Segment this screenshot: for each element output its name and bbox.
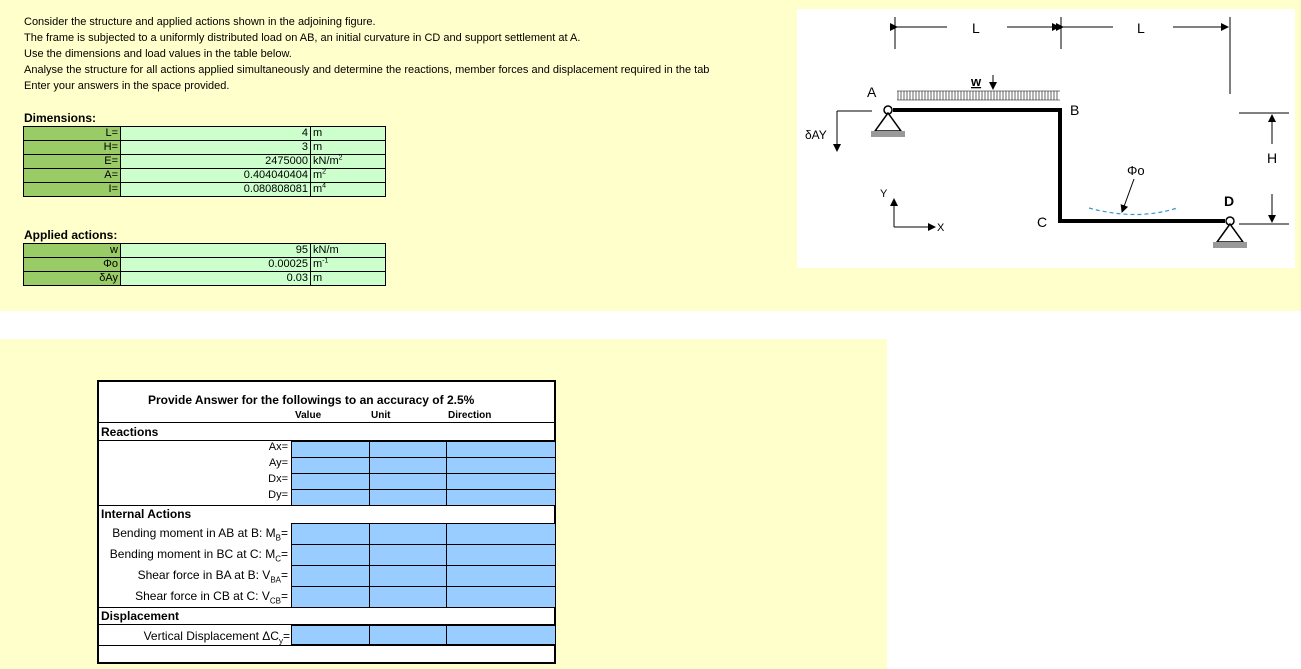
reactions-title: Reactions: [101, 425, 159, 439]
unit-sup: 2: [338, 154, 343, 162]
unit-text: m: [313, 169, 323, 181]
reaction-label: Dy=: [268, 489, 288, 501]
initial-curvature: [1089, 208, 1177, 215]
displacement-text: Vertical Displacement ΔC: [143, 629, 279, 643]
reaction-direction-input[interactable]: [446, 489, 556, 506]
internal-title: Internal Actions: [101, 507, 192, 521]
internal-direction-input[interactable]: [446, 544, 556, 566]
reaction-label: Ax=: [268, 441, 288, 453]
dim-value[interactable]: 2475000: [121, 155, 311, 169]
action-label: Φo: [24, 258, 121, 272]
dim-label: L=: [24, 127, 121, 141]
internal-unit-input[interactable]: [369, 523, 447, 545]
table-row: [24, 127, 386, 141]
internal-text: Bending moment in BC at C: M: [109, 547, 276, 561]
intro-line: Analyse the structure for all actions applied simultaneously and determine the reactions, member forces and displacement required in the tab: [24, 64, 710, 76]
label-c: C: [1037, 214, 1048, 230]
internal-sub: B: [275, 533, 281, 543]
divider: [97, 645, 556, 646]
displacement-unit-input[interactable]: [369, 625, 447, 645]
unit-sup: 2: [322, 168, 327, 176]
internal-label: Shear force in CB at C: $V_{CB}=$: [135, 589, 288, 606]
reaction-label: Ay=: [268, 457, 288, 469]
reaction-unit-input[interactable]: [369, 441, 447, 458]
label-l1: L: [972, 20, 980, 36]
internal-unit-input[interactable]: [369, 586, 447, 608]
label-delta-ay: δAY: [805, 128, 827, 142]
col-value-header: Value: [295, 410, 322, 421]
label-phi: Φo: [1127, 163, 1145, 178]
reaction-direction-input[interactable]: [446, 473, 556, 490]
internal-text: Shear force in CB at C: V: [135, 589, 270, 603]
reaction-label: Dx=: [268, 473, 288, 485]
internal-sub: BA: [270, 575, 281, 585]
dim-value[interactable]: 0.404040404: [121, 169, 311, 183]
dim-unit: [311, 127, 386, 141]
dim-label: A=: [24, 169, 121, 183]
reaction-value-input[interactable]: [291, 473, 370, 490]
reaction-value-input[interactable]: [291, 489, 370, 506]
unit-text: kN/m: [313, 244, 339, 256]
action-value[interactable]: 95: [121, 244, 311, 258]
unit-text: kN/m: [313, 155, 339, 167]
internal-direction-input[interactable]: [446, 523, 556, 545]
table-row: [24, 169, 386, 183]
action-unit: [311, 244, 386, 258]
internal-value-input[interactable]: [291, 544, 370, 566]
unit-text: m: [313, 272, 323, 284]
label-a: A: [867, 84, 877, 100]
reaction-value-input[interactable]: [291, 457, 370, 474]
internal-direction-input[interactable]: [446, 586, 556, 608]
displacement-value-input[interactable]: [291, 625, 370, 645]
unit-text: m: [313, 127, 323, 139]
intro-line: Enter your answers in the space provided.: [24, 80, 230, 92]
reaction-direction-input[interactable]: [446, 441, 556, 458]
label-b: B: [1070, 102, 1080, 118]
action-label: δAy: [24, 272, 121, 286]
internal-sub: CB: [269, 596, 281, 606]
dim-unit: [311, 141, 386, 155]
applied-table: [23, 243, 386, 286]
frame-figure: [797, 9, 1295, 268]
dim-value[interactable]: 0.080808081: [121, 183, 311, 197]
dim-unit: [311, 169, 386, 183]
internal-unit-input[interactable]: [369, 565, 447, 587]
internal-label: Bending moment in AB at B: $M_B=$: [112, 526, 288, 543]
table-row: [24, 258, 386, 272]
frame-diagram: [797, 9, 1295, 268]
internal-label: Shear force in BA at B: $V_{BA}=$: [137, 568, 288, 585]
displacement-title: Displacement: [101, 609, 180, 623]
displacement-sub: y: [278, 636, 283, 646]
internal-text: Bending moment in AB at B: M: [112, 526, 276, 540]
reaction-unit-input[interactable]: [369, 489, 447, 506]
reaction-unit-input[interactable]: [369, 457, 447, 474]
table-row: [24, 244, 386, 258]
divider: [97, 607, 556, 608]
dim-label: E=: [24, 155, 121, 169]
dim-value[interactable]: 4: [121, 127, 311, 141]
internal-value-input[interactable]: [291, 586, 370, 608]
label-x: X: [937, 222, 945, 234]
reaction-direction-input[interactable]: [446, 457, 556, 474]
internal-text: Shear force in BA at B: V: [137, 568, 271, 582]
problem-statement: [24, 14, 810, 94]
dim-unit: [311, 183, 386, 197]
label-w: w: [971, 74, 982, 89]
internal-value-input[interactable]: [291, 523, 370, 545]
label-l2: L: [1137, 20, 1145, 36]
unit-text: m: [313, 141, 323, 153]
dim-value[interactable]: 3: [121, 141, 311, 155]
unit-text: m: [313, 258, 323, 270]
label-h: H: [1267, 150, 1278, 166]
divider: [97, 505, 556, 506]
displacement-label: Vertical Displacement $\Delta C_y=$: [143, 629, 290, 646]
applied-title: Applied actions:: [24, 228, 118, 242]
dimensions-title: Dimensions:: [24, 111, 97, 125]
frame-members: [893, 110, 1225, 221]
table-row: [24, 155, 386, 169]
table-row: [24, 141, 386, 155]
action-value[interactable]: 0.00025: [121, 258, 311, 272]
divider: [97, 422, 556, 423]
curvature-pointer: [1122, 179, 1134, 212]
axes-icon: [894, 199, 935, 227]
internal-sub: C: [275, 554, 281, 564]
table-row: [24, 183, 386, 197]
intro-line: Consider the structure and applied actions shown in the adjoining figure.: [24, 16, 376, 28]
action-unit: [311, 272, 386, 286]
internal-unit-input[interactable]: [369, 544, 447, 566]
dimensions-table: [23, 126, 386, 197]
internal-label: Bending moment in BC at C: $M_C=$: [109, 547, 288, 564]
reaction-value-input[interactable]: [291, 441, 370, 458]
dim-label: I=: [24, 183, 121, 197]
unit-text: m: [313, 183, 323, 195]
action-value[interactable]: 0.03: [121, 272, 311, 286]
label-d: D: [1224, 193, 1235, 209]
dim-unit: [311, 155, 386, 169]
internal-direction-input[interactable]: [446, 565, 556, 587]
action-unit: [311, 258, 386, 272]
table-row: [24, 272, 386, 286]
dimension-lines: [837, 17, 1289, 224]
label-y: Y: [880, 188, 888, 200]
answer-title: Provide Answer for the followings to an accuracy of 2.5%: [148, 393, 475, 407]
displacement-direction-input[interactable]: [446, 625, 556, 645]
distributed-load: [897, 91, 1060, 100]
unit-sup: 4: [322, 182, 327, 190]
intro-line: The frame is subjected to a uniformly distributed load on AB, an initial curvature in CD and support settlement at A.: [24, 32, 581, 44]
dim-label: H=: [24, 141, 121, 155]
reaction-unit-input[interactable]: [369, 473, 447, 490]
action-label: w: [24, 244, 121, 258]
col-unit-header: Unit: [371, 410, 391, 421]
internal-value-input[interactable]: [291, 565, 370, 587]
intro-line: Use the dimensions and load values in the table below.: [24, 48, 292, 60]
col-direction-header: Direction: [448, 410, 492, 421]
unit-sup: -1: [322, 257, 329, 265]
